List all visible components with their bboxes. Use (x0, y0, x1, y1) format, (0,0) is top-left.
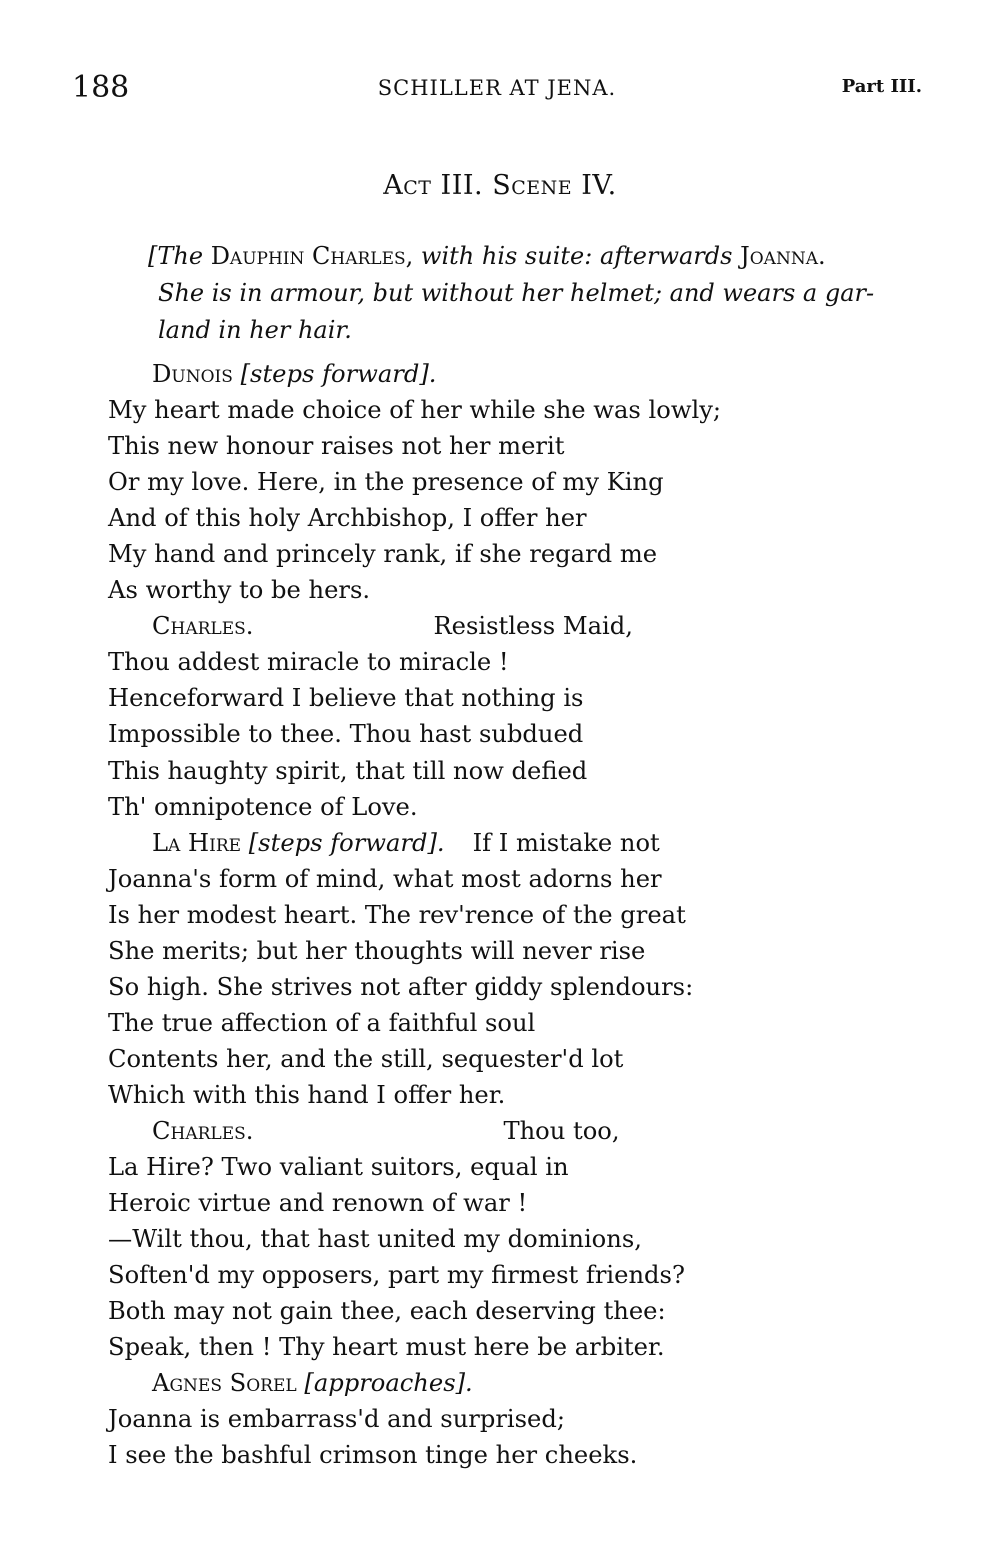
character-name: Joanna. (740, 242, 826, 270)
verse-line (108, 753, 940, 789)
verse-line (108, 1005, 940, 1041)
verse-text: Both may not gain thee, each deserving thee: (108, 1297, 666, 1326)
speech-heading-line (108, 1113, 940, 1149)
page-number: 188 (72, 70, 130, 105)
verse-line (108, 1041, 940, 1077)
stage-direction-italic: with his suite: afterwards (420, 242, 733, 270)
verse-text: La Hire? Two valiant suitors, equal in (108, 1153, 569, 1182)
verse-text: Thou addest miracle to miracle ! (108, 648, 509, 677)
verse-text: The true affection of a faithful soul (108, 1008, 536, 1037)
verse-line (108, 861, 940, 897)
speaker-name: Charles. (152, 1116, 254, 1145)
stage-cue: [steps forward]. (240, 360, 437, 388)
stage-cue: [approaches]. (304, 1369, 473, 1398)
verse-text: Thou too, (503, 1116, 620, 1145)
verse-text: This new honour raises not her merit (108, 432, 565, 461)
verse-line (108, 933, 940, 969)
verse-text: My hand and princely rank, if she regard me (108, 540, 658, 569)
verse-line (108, 1437, 940, 1473)
scene-heading: Act III. Scene IV. (383, 170, 617, 201)
speaker-name: Agnes Sorel [approaches]. (152, 1369, 473, 1398)
running-title: SCHILLER AT JENA. (377, 76, 617, 100)
verse-line (108, 897, 940, 933)
verse-line (108, 1077, 940, 1113)
verse-line (108, 500, 940, 536)
verse-line (108, 1221, 940, 1257)
verse-text: Which with this hand I offer her. (108, 1080, 506, 1109)
stage-cue: [steps forward]. (248, 828, 445, 857)
verse-line (108, 644, 940, 680)
verse-line (108, 1293, 940, 1329)
verse-text: I see the bashful crimson tinge her cheeks. (108, 1441, 638, 1470)
verse-line (108, 1401, 940, 1437)
verse-text: As worthy to be hers. (108, 576, 371, 605)
verse-text: Or my love. Here, in the presence of my King (108, 468, 664, 497)
verse-text: —Wilt thou, that hast united my dominions, (108, 1225, 642, 1254)
verse-line (108, 572, 940, 608)
stage-direction-italic: The (157, 242, 204, 270)
speech-heading-line (108, 608, 940, 644)
verse-text: Joanna's form of mind, what most adorns her (108, 864, 662, 893)
verse-line (108, 1257, 940, 1293)
speech-heading-line (108, 356, 940, 392)
verse-text: And of this holy Archbishop, I offer her (108, 504, 587, 533)
page-header (72, 70, 922, 110)
verse-text: Is her modest heart. The rev'rence of the great (108, 900, 686, 929)
verse-line (108, 1185, 940, 1221)
stage-direction-italic: land in her hair. (158, 316, 352, 344)
verse-text: If I mistake not (472, 828, 660, 857)
speech-heading-line (108, 1365, 940, 1401)
verse-text: Speak, then ! Thy heart must here be arbiter. (108, 1333, 665, 1362)
verse-text: Resistless Maid, (433, 612, 633, 641)
speaker-name: La Hire [steps forward]. (152, 828, 445, 857)
verse-line (108, 716, 940, 752)
verse-line (108, 969, 940, 1005)
speech-heading-line (108, 825, 940, 861)
verse-text: Th' omnipotence of Love. (108, 792, 418, 821)
speaker-name: Dunois [steps forward]. (152, 360, 437, 388)
verse-line (108, 680, 940, 716)
character-name: Dauphin Charles, (210, 242, 414, 270)
verse-text: Impossible to thee. Thou hast subdued (108, 720, 584, 749)
verse-text: Joanna is embarrass'd and surprised; (108, 1405, 565, 1434)
verse-text: Soften'd my opposers, part my firmest friends? (108, 1261, 685, 1290)
verse-line (108, 536, 940, 572)
stage-direction: [The Dauphin Charles, with his suite: afterwards Joanna. She is in armour, but without her helmet; and wears a gar- land in her hair. (148, 242, 875, 344)
verse-body (108, 356, 940, 1473)
verse-text: Contents her, and the still, sequester'd lot (108, 1044, 624, 1073)
speaker-name: Charles. (152, 612, 254, 641)
verse-text: So high. She strives not after giddy splendours: (108, 972, 694, 1001)
verse-line (108, 1329, 940, 1365)
part-label: Part III. (841, 76, 922, 97)
verse-line (108, 1149, 940, 1185)
verse-line (108, 428, 940, 464)
verse-text: She merits; but her thoughts will never rise (108, 936, 646, 965)
verse-line (108, 464, 940, 500)
stage-direction-italic: She is in armour, but without her helmet; and wears a gar- (158, 279, 875, 307)
verse-text: This haughty spirit, that till now defied (108, 756, 588, 785)
verse-text: Heroic virtue and renown of war ! (108, 1189, 528, 1218)
verse-line (108, 392, 940, 428)
verse-text: Henceforward I believe that nothing is (108, 684, 584, 713)
verse-line (108, 789, 940, 825)
verse-text: My heart made choice of her while she was lowly; (108, 396, 722, 425)
